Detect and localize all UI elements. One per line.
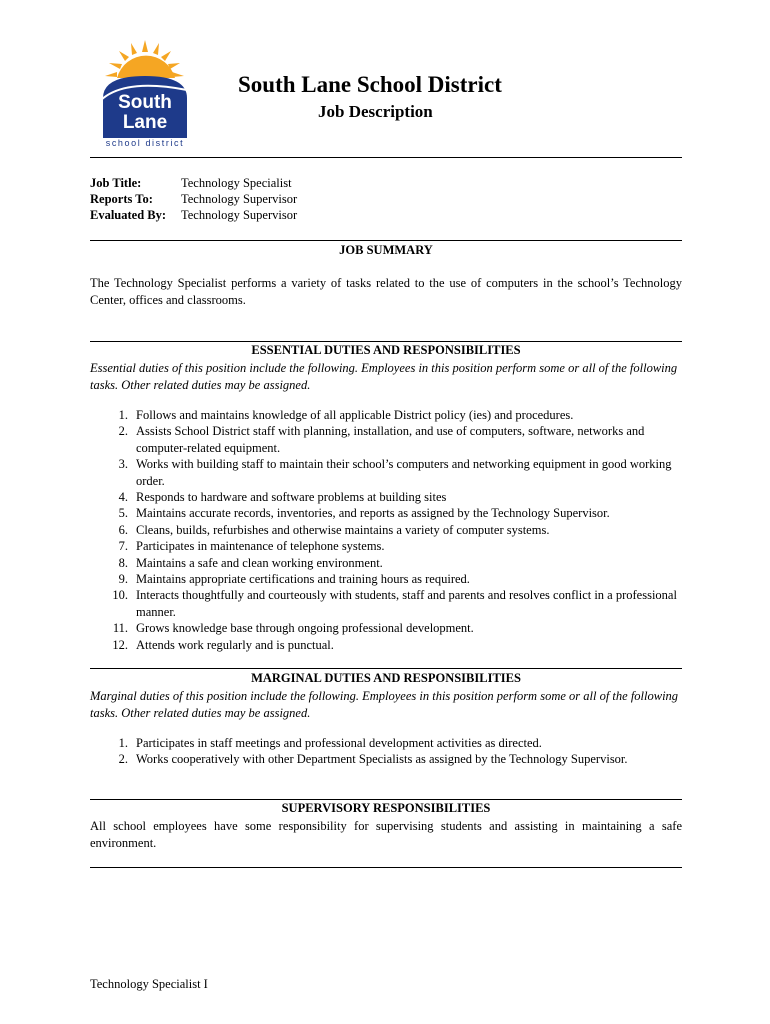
list-item: 10. Interacts thoughtfully and courteously with students, staff and parents and resolves conflict in a professional manner.: [112, 588, 677, 619]
logo-tagline: school district: [105, 138, 185, 148]
list-item: 3. Works with building staff to maintain their school’s computers and networking equipment in good working order.: [118, 457, 672, 488]
page-footer: Technology Specialist I: [90, 977, 208, 991]
info-label: Evaluated By:: [90, 208, 167, 222]
supervisory-heading: SUPERVISORY RESPONSIBILITIES: [281, 801, 491, 815]
page-subtitle: Job Description: [318, 102, 433, 121]
essential-duties-list: [108, 407, 682, 653]
job-summary-text: The Technology Specialist performs a variety of tasks related to the use of computers in the school’s Technology Center, offices and classrooms.: [90, 276, 682, 307]
divider: [90, 157, 682, 158]
info-label: Job Title:: [90, 176, 142, 190]
divider: [90, 799, 682, 800]
list-item: 5. Maintains accurate records, inventories, and reports as assigned by the Technology Supervisor.: [118, 506, 610, 521]
info-row-job-title: [90, 176, 292, 191]
district-logo: [95, 38, 195, 150]
list-item: 8. Maintains a safe and clean working environment.: [118, 555, 383, 570]
marginal-duties-list: [108, 735, 682, 768]
supervisory-text: All school employees have some responsibility for supervising students and assisting in maintaining a safe environment.: [90, 819, 682, 850]
logo-south: South: [118, 92, 172, 113]
page-title: South Lane School District: [238, 72, 502, 97]
info-value: Technology Specialist: [181, 176, 292, 190]
list-item: 6. Cleans, builds, refurbishes and otherwise maintains a variety of computer systems.: [118, 522, 550, 537]
list-item: 1. Follows and maintains knowledge of all applicable District policy (ies) and procedures.: [118, 408, 574, 422]
list-item: 2. Assists School District staff with planning, installation, and use of computers, software, networks and computer-related equipment.: [118, 424, 645, 455]
info-value: Technology Supervisor: [181, 192, 298, 206]
info-label: Reports To:: [90, 192, 153, 206]
info-row-evaluated-by: [90, 208, 297, 223]
divider: [90, 240, 682, 241]
list-item: 4. Responds to hardware and software problems at building sites: [118, 490, 447, 505]
divider: [90, 341, 682, 342]
essential-intro: Essential duties of this position include the following. Employees in this position perform some or all of the following tasks. Other related duties may be assigned.: [90, 361, 678, 392]
list-item: 7. Participates in maintenance of telephone systems.: [118, 539, 385, 554]
marginal-intro: Marginal duties of this position include the following. Employees in this position perform some or all of the following tasks. Other related duties may be assigned.: [90, 689, 679, 720]
marginal-heading: MARGINAL DUTIES AND RESPONSIBILITIES: [251, 671, 521, 685]
info-value: Technology Supervisor: [181, 208, 298, 222]
list-item: 9. Maintains appropriate certifications and training hours as required.: [118, 572, 470, 587]
list-item: 2. Works cooperatively with other Department Specialists as assigned by the Technology Supervisor.: [118, 752, 628, 767]
logo-lane: Lane: [122, 112, 168, 133]
list-item: 1. Participates in staff meetings and professional development activities as directed.: [118, 736, 542, 750]
job-summary-heading: JOB SUMMARY: [339, 243, 433, 257]
info-row-reports-to: [90, 192, 297, 207]
divider: [90, 867, 682, 868]
list-item: 12. Attends work regularly and is punctual.: [112, 637, 334, 652]
essential-heading: ESSENTIAL DUTIES AND RESPONSIBILITIES: [251, 343, 521, 357]
list-item: 11. Grows knowledge base through ongoing professional development.: [112, 621, 474, 636]
divider: [90, 668, 682, 669]
